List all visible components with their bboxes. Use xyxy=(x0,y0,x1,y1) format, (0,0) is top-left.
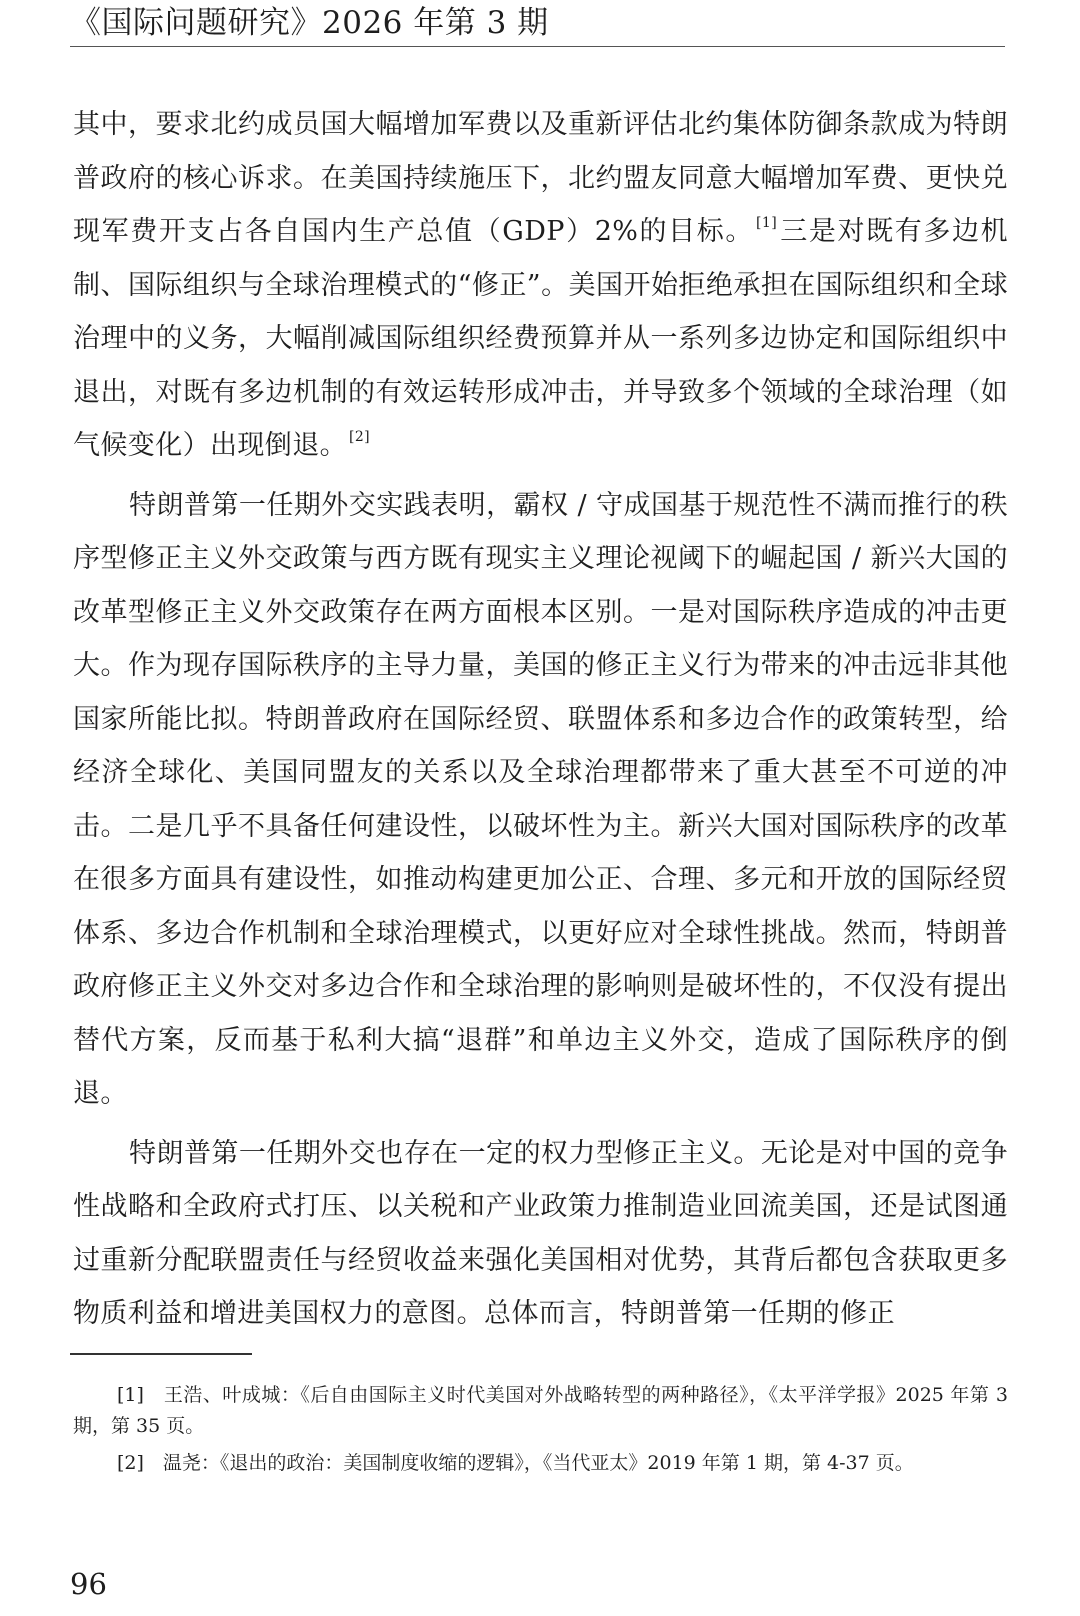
running-header: 《国际问题研究》2026 年第 3 期 xyxy=(70,2,1005,47)
page-number: 96 xyxy=(70,1567,107,1601)
footnote-ref-2[interactable]: [2] xyxy=(349,429,371,445)
paragraph-3: 特朗普第一任期外交也存在一定的权力型修正主义。无论是对中国的竞争性战略和全政府式打压、以关税和产业政策力推制造业回流美国，还是试图通过重新分配联盟责任与经贸收益来强化美国相对优势，其背后都包含获取更多物质利益和增进美国权力的意图。总体而言，特朗普第一任期的修正 xyxy=(73,1137,1008,1329)
footnote-ref-1[interactable]: [1] xyxy=(756,215,778,231)
footnote-1: [1] 王浩、叶成城：《后自由国际主义时代美国对外战略转型的两种路径》，《太平洋学报》2025 年第 3 期，第 35 页。 xyxy=(73,1384,1008,1437)
paragraph-1-part-a: 其中，要求北约成员国大幅增加军费以及重新评估北约集体防御条款成为特朗普政府的核心诉求。在美国持续施压下，北约盟友同意大幅增加军费、更快兑现军费开支占各自国内生产总值（GDP）2%的目标。 xyxy=(73,109,1008,247)
paragraph-2: 特朗普第一任期外交实践表明，霸权 / 守成国基于规范性不满而推行的秩序型修正主义外交政策与西方既有现实主义理论视阈下的崛起国 / 新兴大国的改革型修正主义外交政策存在两方面根本区别。一是对国际秩序造成的冲击更大。作为现存国际秩序的主导力量，美国的修正主义行为带来的冲击远非其他国家所能比拟。特朗普政府在国际经贸、联盟体系和多边合作的政策转型，给经济全球化、美国同盟友的关系以及全球治理都带来了重大甚至不可逆的冲击。二是几乎不具备任何建设性，以破坏性为主。新兴大国对国际秩序的改革在很多方面具有建设性，如推动构建更加公正、合理、多元和开放的国际经贸体系、多边合作机制和全球治理模式，以更好应对全球性挑战。然而，特朗普政府修正主义外交对多边合作和全球治理的影响则是破坏性的，不仅没有提出替代方案，反而基于私利大搞“退群”和单边主义外交，造成了国际秩序的倒退。 xyxy=(73,489,1008,1109)
paragraph-1-part-b: 三是对既有多边机制、国际组织与全球治理模式的“修正”。美国开始拒绝承担在国际组织和全球治理中的义务，大幅削减国际组织经费预算并从一系列多边协定和国际组织中退出，对既有多边机制的有效运转形成冲击，并导致多个领域的全球治理（如气候变化）出现倒退。 xyxy=(73,216,1009,461)
body-text xyxy=(73,98,1008,1341)
footnote-separator xyxy=(70,1353,252,1355)
footnote-2: [2] 温尧：《退出的政治：美国制度收缩的逻辑》，《当代亚太》2019 年第 1 期，第 4-37 页。 xyxy=(117,1452,914,1474)
footnotes xyxy=(73,1380,1008,1485)
paragraph-1 xyxy=(73,98,1008,473)
